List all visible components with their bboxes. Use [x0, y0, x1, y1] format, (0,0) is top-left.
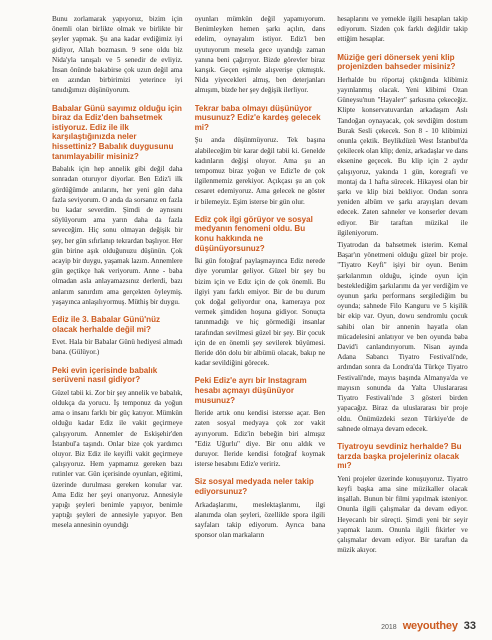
question-heading: Peki evin içerisinde babalık serüveni nasıl gidiyor?	[52, 365, 158, 385]
answer-paragraph: Şu anda düşünmüyoruz. Tek başına alabileceğim bir karar değil tabii ki. Genelde kadınların değişi oluyor. Ama şu an tempomuz biraz yoğun ve Ediz'le de çok ilgilenmemiz gerekiyor. Açıkçası şu an çok cesaret edemiyoruz. Ama gelecek ne göster ir bilemeyiz. Eşim isterse bir gün olur.	[194, 136, 326, 206]
column-2	[195, 14, 326, 614]
magazine-logo: weyouthey	[402, 620, 458, 632]
answer-paragraph: Tiyatrodan da bahsetmek isterim. Kemal Başar'ın yönetmeni olduğu güzel bir proje. "Tiyatro Keyfi" işiyi bir oyun. Benim şarkılarımın olduğu, içinde oyun için besteklediğim şarkılarımı da yer verdiğim ve oyunun şarkı performans sergilediğim bu oyunda; sahnede Filo Kanguru ve 5 kişilik bir ekip var. Oyun, dowu sendromlu çocuk sahibi olan bir annenin hayatla olan mücadelesini anlatıyor ve ben oyunda baba David'i canlandırıyorum. Nisan ayında Adana Sabancı Tiyatro Festivali'nde, ardından sonra da Londra'da Türkçe Tiyatro Festivali'nde, mayıs başında Almanya'da ve mayısın sonunda da Yalta Uluslararası Tiyatro Festivali'nde 3 gösteri birden yapacağız. Biraz da uluslararası bir proje oldu. Önümüzdeki sezon Türkiye'de de sahnede olmaya devam edecek.	[337, 241, 468, 433]
answer-paragraph: Arkadaşlarımı, meslektaşlarımı, ilgi alanımda olan şeyleri, özellikle spora ilgili sayfaları takip ediyorum. Ayrıca bana sponsor olan markaların	[194, 500, 326, 540]
question-heading: Peki Ediz'e ayrı bir Instagram hesabı açmayı düşünüyor musunuz?	[194, 376, 307, 405]
question-heading: Ediz çok ilgi görüyor ve sosyal medyanın fenomeni oldu. Bu konu hakkında ne düşünüyorsunuz?	[194, 214, 313, 253]
question-heading: Siz sosyal medyada neler takip ediyorsunuz?	[194, 477, 314, 497]
question-heading: Babalar Günü sayımız olduğu için biraz da Ediz'den bahsetmek istiyoruz. Ediz ile ilk karşılaştığınızda neler hissettiniz? Babalık duygusunu tanımlayabilir misiniz?	[52, 103, 182, 161]
question-heading: Tekrar baba olmayı düşünüyor musunuz? Ediz'e kardeş gelecek mi?	[194, 103, 321, 132]
question-heading: Tiyatroyu sevdiniz herhalde? Bu tarzda başka projeleriniz olacak mı?	[337, 441, 462, 471]
answer-paragraph: İki gün fotoğraf paylaşmayınca Ediz nerede diye yorumlar geliyor. Güzel bir şey bu bizim için ve Ediz için de çok önemli. Bu ilgiyi yanı farklı emiyor. Bir de bu durum çok doğal geliyordur ona, kameraya poz vermek şimdiden hoşuna gidiyor. Sonuçta tanınmadığı ve hiç görmediği insanlar tarafından sevilmesi güzel bir şey. Bir çocuk için de en önemli şey sevilerek büyümesi. Ileride dön dolu bir albümü olacak, bakıp ne kadar sevildiğini görecek.	[194, 257, 326, 368]
answer-paragraph: Güzel tabii ki. Zor bir şey annelik ve babalık, oldukça da yorucu. İş temponuz da yoğun ama o insanı farklı bir güç katıyor. Mümkün olduğu kadar Ediz ile vakit geçirmeye çalışıyorum. Annemler de Eskişehir'den İstanbul'a taşındı. Onlar bize çok yardımcı oluyor. Biz Ediz ile keyifli vakit geçirmeye çalışıyoruz. Hem yapmamız gereken bazı rutinler var. Gün içerisinde oyunları, eğitimi, üzerinde durulması gereken konular var. Ama Ediz her şeyi onarıyoruz. Annesiyle yapığı şeyleri benimle yapıyor, benimle yaptığı şeyleri de annesiyle yapıyor. Ben mesela annesinin oyundığı	[52, 388, 183, 530]
question-heading: Ediz ile 3. Babalar Günü'nüz olacak herhalde değil mi?	[52, 315, 161, 334]
question-heading: Müziğe geri dönersek yeni klip projenizden bahseder misiniz?	[337, 52, 456, 72]
answer-paragraph: Herhalde bu röportaj çıktığında klibimiz yayınlanmış olacak. Yeni klibimi Ozan Güneysu'nun "Hayaleт" şarkısına çekeceğiz. Klipte konservatuvardan arkadaşım Aslı Tandoğan oynayacak, çok sevdiğim dostum Burak Sesli çekecek. Son 8 - 10 klibimizi onunla çektik. Beylikdüzü West İstanbul'da çekilecek olan klip; deniz, arkadaşlar ve dans eksenine geçecek. Bu klip için 2 aydır çalışıyoruz, yakında 1 gün, koregrafi ve montaj da 1 hafta sürecek. Hikayesi olan bir şarkı ve klip bizi bekliyor. Ondan sonra yeniden albüm ve şarkı arayışları devam edecek. Zaten sahneler ve konserler devam ediyor. Bir taraftan müzikal ile ilgileniyorum.	[337, 75, 468, 237]
answer-paragraph: İleride artık onu kendisi istersse açar. Ben zaten sosyal medyaya çok zor vakit ayırıyorum. Ediz'in bebeğin biri almışız "Ediz Uğurlu" diye. Bir onu aldık ve duruyor. İleride kendisi fotoğraf koymak isterse hesabını Ediz'e veririz.	[194, 409, 326, 469]
article	[52, 14, 468, 614]
answer-paragraph: oyunları mümkün değil yapamıyorum. Benimleyken hemen şarkı açılın, dans edelim, oynayalım istiyor. Ediz'i ben uyutuyorum mesela gece uyandığı zaman yanına beni çağırıyor. Bizde görevler biraz karışık. Geçen eşimle alışverişe çıkmıştık. Nida yiyecekleri almış, ben deterjanları almışım, bizde her şey değişik ilerliyor.	[194, 15, 326, 95]
column-3	[337, 14, 468, 614]
column-1	[52, 14, 183, 614]
page-number: 33	[463, 620, 476, 632]
answer-paragraph: Evet. Hala bir Babalar Günü hediyesi almadı bana. (Gülüyor.)	[52, 338, 183, 357]
answer-paragraph: Babalık için hep annelik gibi değil daha sonradan oturuyor diyorlar. Ben Ediz'i ilk gördüğümde anılarını, her yeni gün daha fazla seviyorum. O anda da sorsanız en fazla bu kadar severdim. Şimdi de aynısını söylüyorum ama yarın daha da fazla seveceğim. Hiç sonu olmayan değişik bir şey, her gün sıfırlanıp tekrardan başlıyor. Her gün birine aşık olduğunuzu düşünün. Çok acayip bir duygu, yaşamak lazım. Annemlere gün geçtikçe hak veriyorum. Anne - baba olmadan asla anlayamazsınız derlerdi, bazı anlarım sanırdım ama gerçekten öyleymiş. yaşayınca anlaşılıyormuş. Müthiş bir duygu.	[52, 165, 183, 306]
answer-paragraph: Bunu zorlamarak yapıyoruz, bizim için önemli olan birlikte olmak ve birlikte bir şeyler yapmak. Şu ana kadar evdiğimiz iyi gidiyor, Allah bozmasın. 9 sene oldu biz Nida'yla tanışalı ve 5 senedir de evliyiz. İnsan önünde bakabirse çok uzun değil ama en azından birbirimizi yeterince iyi tanıdığımızı düşünüyorum.	[52, 15, 183, 95]
page-footer	[381, 620, 476, 632]
issue-year: 2018	[381, 624, 397, 631]
answer-paragraph: hesaplarını ve yemekle ilgili hesapları takip ediyorum. Sizden çok farklı değildir takip ettiğim hesaplar.	[337, 15, 468, 44]
answer-paragraph: Yeni projeler üzerinde konuşuyoruz. Tiyatro keyfi başka ama sine müzikaller olacak inşallah. Bunun bir filmi yapılmak isteniyor. Onunla ilgili çalışmalar da devam ediyor. Heyecanlı bir süreçti. Şimdi yeni bir seyir yapmak lazım. Onunla ilgili fikirler ve çalışmalar devam ediyor. Bir taraftan da müzik akıyor.	[337, 474, 468, 555]
